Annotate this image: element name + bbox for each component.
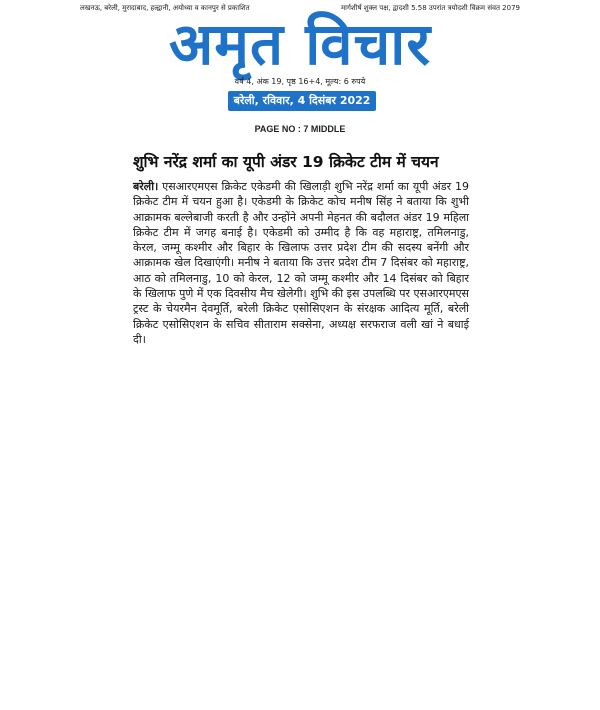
article-body bbox=[133, 179, 469, 347]
calendar-text: मार्गशीर्ष शुक्ल पक्ष, द्वादशी 5.58 उपरांत त्रयोदशी विक्रम संवत 2079 bbox=[340, 4, 520, 12]
issue-info: वर्ष 4, अंक 19, पृष्ठ 16+4, मूल्य: 6 रुपये bbox=[234, 77, 366, 86]
editions-text: लखनऊ, बरेली, मुरादाबाद, हल्द्वानी, अयोध्या व कानपुर से प्रकाशित bbox=[80, 4, 250, 12]
date-bar: बरेली, रविवार, 4 दिसंबर 2022 bbox=[228, 91, 376, 111]
article-dateline: बरेली। bbox=[133, 180, 159, 193]
newspaper-masthead: अमृत विचार bbox=[168, 10, 432, 78]
page-number: PAGE NO : 7 MIDDLE bbox=[254, 124, 346, 134]
article-headline: शुभि नरेंद्र शर्मा का यूपी अंडर 19 क्रिकेट टीम में चयन bbox=[133, 153, 439, 171]
news-article bbox=[133, 151, 469, 347]
article-body-text: एसआरएमएस क्रिकेट एकेडमी की खिलाड़ी शुभि नरेंद्र शर्मा का यूपी अंडर 19 क्रिकेट टीम में चयन हुआ है। एकेडमी के क्रिकेट कोच मनीष सिंह ने बताया कि शुभी आक्रामक बल्लेबाजी करती है और उन्होंने अपनी मेहनत की बदौलत अंडर 19 महिला क्रिकेट टीम में जगह बनाई है। एकेडमी को उम्मीद है कि वह महाराष्ट्र, तमिलनाडु, केरल, जम्मू कश्मीर और बिहार के खिलाफ उत्तर प्रदेश टीम की सदस्य बनेंगी और आक्रामक खेल दिखाएंगी। मनीष ने बताया कि उत्तर प्रदेश टीम 7 दिसंबर को महाराष्ट्र, आठ को तमिलनाडु, 10 को केरल, 12 को जम्मू कश्मीर और 14 दिसंबर को बिहार के खिलाफ पुणे में एक दिवसीय मैच खेलेगी। शुभि की इस उपलब्धि पर एसआरएमएस ट्रस्ट के चेयरमैन देवमूर्ति, बरेली क्रिकेट एसोसिएशन के संरक्षक आदित्य मूर्ति, बरेली क्रिकेट एसोसिएशन के सचिव सीताराम सक्सेना, अध्यक्ष सरफराज वली खां ने बधाई दी। bbox=[133, 180, 469, 346]
